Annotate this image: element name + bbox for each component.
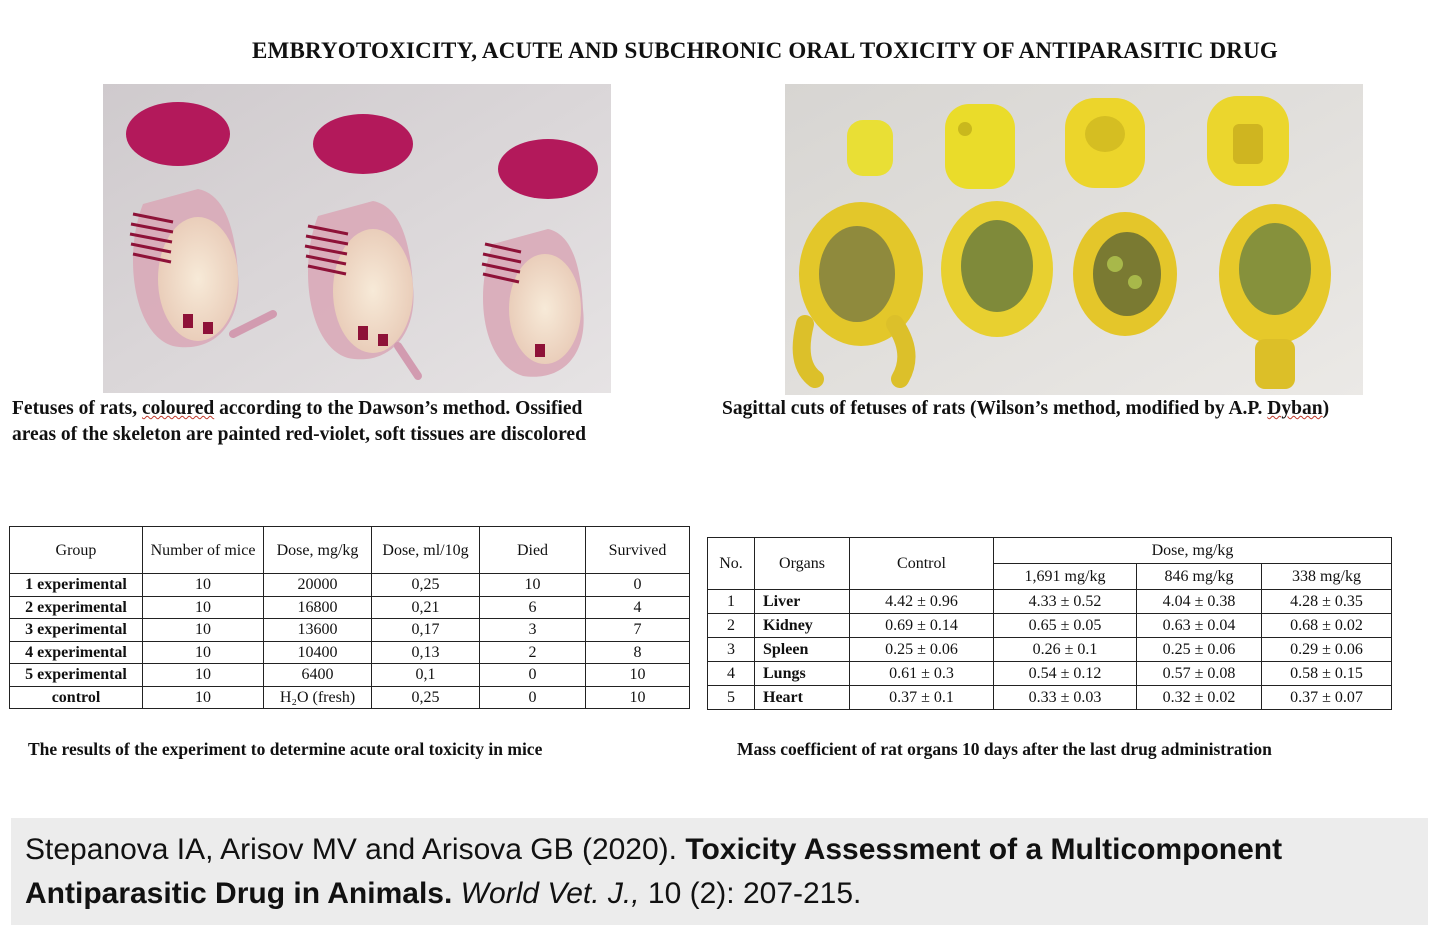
- cell-dose-ml: 0,25: [372, 574, 480, 597]
- cell-dose-338: 0.37 ± 0.07: [1262, 686, 1392, 710]
- citation-volume: 10 (2): 207-215.: [639, 877, 862, 910]
- cell-survived: 7: [586, 619, 690, 642]
- cell-organ: Spleen: [755, 638, 850, 662]
- cell-died: 0: [480, 664, 586, 687]
- header-dose-846: 846 mg/kg: [1137, 564, 1262, 590]
- cell-group: control: [10, 686, 143, 709]
- header-dose-mg-kg: Dose, mg/kg: [264, 527, 372, 574]
- cell-died: 6: [480, 596, 586, 619]
- organ-table-caption: Mass coefficient of rat organs 10 days after the last drug administration: [737, 739, 1272, 759]
- cell-dose-1691: 0.33 ± 0.03: [994, 686, 1137, 710]
- cell-dose-846: 0.32 ± 0.02: [1137, 686, 1262, 710]
- left-figure-caption: [12, 396, 586, 448]
- cell-dose-1691: 0.54 ± 0.12: [994, 662, 1137, 686]
- cell-no: 5: [708, 686, 755, 710]
- header-number-of-mice: Number of mice: [143, 527, 264, 574]
- cell-mice: 10: [143, 641, 264, 664]
- cell-dose-338: 0.68 ± 0.02: [1262, 614, 1392, 638]
- cell-control: 4.42 ± 0.96: [850, 590, 994, 614]
- cell-mice: 10: [143, 619, 264, 642]
- table-row: [10, 596, 690, 619]
- table-row: [10, 619, 690, 642]
- table-header-row: [10, 527, 690, 574]
- cell-dose-mg: 10400: [264, 641, 372, 664]
- cell-dose-mg: 13600: [264, 619, 372, 642]
- table-row: [708, 590, 1392, 614]
- left-caption-line-2: areas of the skeleton are painted red-violet, soft tissues are discolored: [12, 424, 586, 445]
- cell-died: 0: [480, 686, 586, 709]
- left-caption-part-1: Fetuses of rats,: [12, 398, 142, 419]
- cell-dose-mg: 16800: [264, 596, 372, 619]
- cell-no: 2: [708, 614, 755, 638]
- left-caption-part-3: according to the Dawson’s method. Ossified: [214, 398, 583, 419]
- cell-dose-mg: H₂O (fresh): [264, 686, 372, 709]
- cell-dose-ml: 0,17: [372, 619, 480, 642]
- cell-survived: 4: [586, 596, 690, 619]
- cell-no: 3: [708, 638, 755, 662]
- cell-dose-mg: 20000: [264, 574, 372, 597]
- table-row: [708, 662, 1392, 686]
- cell-dose-ml: 0,21: [372, 596, 480, 619]
- cell-dose-ml: 0,13: [372, 641, 480, 664]
- cell-died: 2: [480, 641, 586, 664]
- header-died: Died: [480, 527, 586, 574]
- cell-no: 4: [708, 662, 755, 686]
- table-row: [708, 614, 1392, 638]
- cell-dose-846: 0.57 ± 0.08: [1137, 662, 1262, 686]
- sagittal-cuts-photo: [785, 84, 1363, 395]
- cell-organ: Kidney: [755, 614, 850, 638]
- table-row: [10, 686, 690, 709]
- header-dose-ml-10g: Dose, ml/10g: [372, 527, 480, 574]
- cell-died: 10: [480, 574, 586, 597]
- header-dose-group: Dose, mg/kg: [994, 538, 1392, 564]
- cell-organ: Lungs: [755, 662, 850, 686]
- organ-mass-table: [707, 537, 1392, 710]
- right-figure-caption: [722, 396, 1329, 422]
- header-organs: Organs: [755, 538, 850, 590]
- cell-dose-1691: 0.65 ± 0.05: [994, 614, 1137, 638]
- cell-dose-1691: 0.26 ± 0.1: [994, 638, 1137, 662]
- cell-dose-846: 0.25 ± 0.06: [1137, 638, 1262, 662]
- cell-mice: 10: [143, 574, 264, 597]
- cell-died: 3: [480, 619, 586, 642]
- citation-title: Toxicity Assessment of a Multicomponent Antiparasitic Drug in Animals.: [25, 833, 1283, 910]
- cell-dose-ml: 0,25: [372, 686, 480, 709]
- citation-journal: World Vet. J.,: [460, 877, 640, 910]
- cell-organ: Liver: [755, 590, 850, 614]
- header-dose-338: 338 mg/kg: [1262, 564, 1392, 590]
- cell-survived: 0: [586, 574, 690, 597]
- cell-dose-ml: 0,1: [372, 664, 480, 687]
- stained-fetuses-photo: [103, 84, 611, 393]
- cell-dose-1691: 4.33 ± 0.52: [994, 590, 1137, 614]
- cell-dose-846: 0.63 ± 0.04: [1137, 614, 1262, 638]
- cell-survived: 10: [586, 686, 690, 709]
- cell-survived: 8: [586, 641, 690, 664]
- cell-group: 3 experimental: [10, 619, 143, 642]
- cell-group: 2 experimental: [10, 596, 143, 619]
- cell-dose-338: 4.28 ± 0.35: [1262, 590, 1392, 614]
- table-row: [10, 574, 690, 597]
- table-row: [10, 641, 690, 664]
- cell-group: 4 experimental: [10, 641, 143, 664]
- cell-group: 1 experimental: [10, 574, 143, 597]
- header-group: Group: [10, 527, 143, 574]
- cell-mice: 10: [143, 664, 264, 687]
- cell-control: 0.61 ± 0.3: [850, 662, 994, 686]
- right-caption-part-3: ): [1322, 398, 1330, 419]
- cell-mice: 10: [143, 686, 264, 709]
- table-row: [708, 638, 1392, 662]
- cell-mice: 10: [143, 596, 264, 619]
- cell-organ: Heart: [755, 686, 850, 710]
- header-control: Control: [850, 538, 994, 590]
- header-no: No.: [708, 538, 755, 590]
- citation-authors: Stepanova IA, Arisov MV and Arisova GB (2020).: [25, 833, 686, 866]
- acute-table-caption: The results of the experiment to determine acute oral toxicity in mice: [28, 739, 543, 759]
- header-survived: Survived: [586, 527, 690, 574]
- cell-group: 5 experimental: [10, 664, 143, 687]
- cell-control: 0.25 ± 0.06: [850, 638, 994, 662]
- acute-toxicity-table: [9, 526, 690, 709]
- table-row: [10, 664, 690, 687]
- cell-control: 0.37 ± 0.1: [850, 686, 994, 710]
- cell-control: 0.69 ± 0.14: [850, 614, 994, 638]
- cell-dose-338: 0.58 ± 0.15: [1262, 662, 1392, 686]
- page-title: EMBRYOTOXICITY, ACUTE AND SUBCHRONIC ORAL TOXICITY OF ANTIPARASITIC DRUG: [252, 38, 1278, 63]
- right-caption-part-2: Dyban: [1267, 398, 1323, 419]
- citation-box: [11, 818, 1428, 925]
- cell-dose-mg: 6400: [264, 664, 372, 687]
- table-header-row: [708, 538, 1392, 564]
- table-row: [708, 686, 1392, 710]
- cell-dose-338: 0.29 ± 0.06: [1262, 638, 1392, 662]
- left-caption-part-2: coloured: [141, 398, 215, 419]
- cell-no: 1: [708, 590, 755, 614]
- cell-survived: 10: [586, 664, 690, 687]
- right-caption-part-1: Sagittal cuts of fetuses of rats (Wilson’s method, modified by A.P.: [722, 398, 1268, 419]
- header-dose-1691: 1,691 mg/kg: [994, 564, 1137, 590]
- cell-dose-846: 4.04 ± 0.38: [1137, 590, 1262, 614]
